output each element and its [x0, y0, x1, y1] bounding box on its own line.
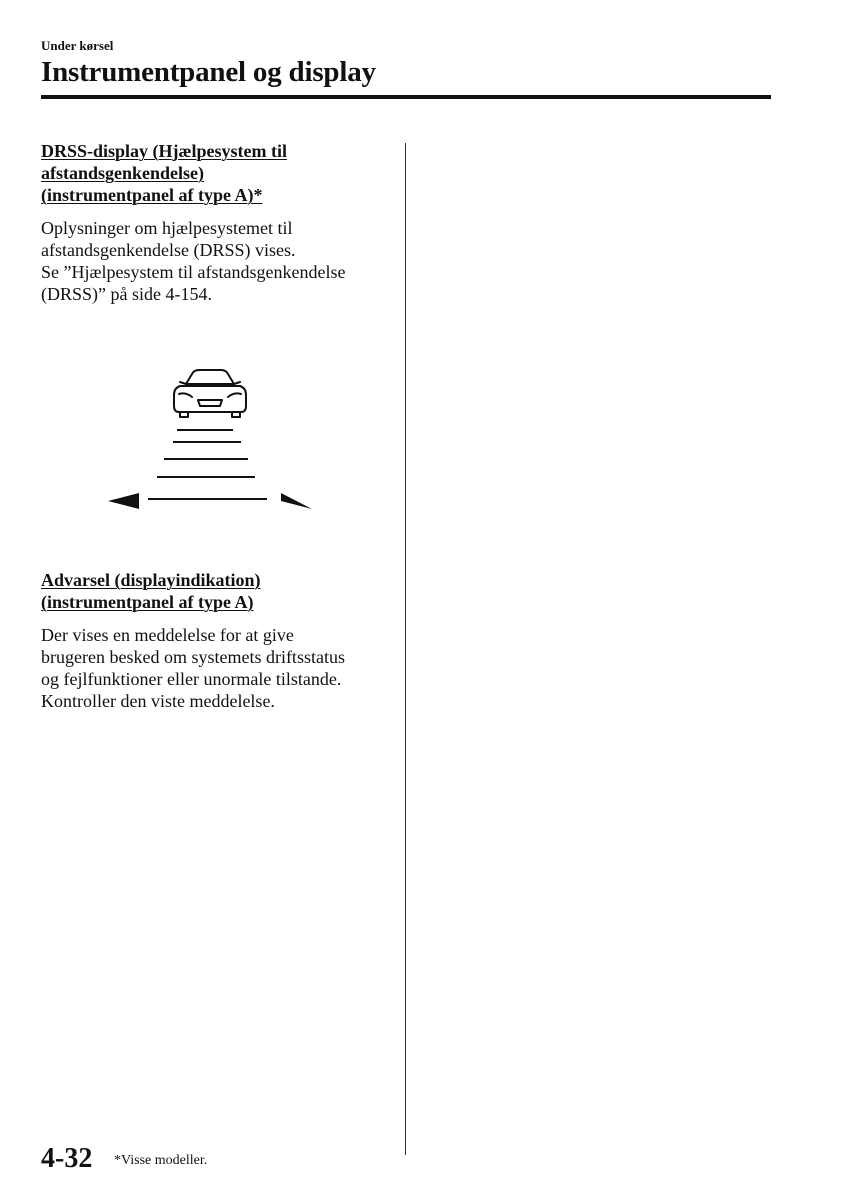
heading-line: DRSS-display (Hjælpesystem til	[41, 141, 288, 161]
title-rule	[41, 95, 771, 99]
heading-line: Advarsel (displayindikation)	[41, 570, 261, 590]
body-line: brugeren besked om systemets driftsstatus	[41, 647, 345, 667]
heading-line: (instrumentpanel af type A)*	[41, 185, 263, 205]
page-number: 4-32	[41, 1143, 93, 1174]
section-label: Under kørsel	[41, 38, 114, 53]
drss-distance-display-icon	[100, 360, 320, 525]
page-title: Instrumentpanel og display	[41, 56, 376, 88]
footnote: *Visse modeller.	[114, 1153, 208, 1168]
body-line: Se ”Hjælpesystem til afstandsgenkendelse	[41, 262, 346, 282]
body-line: afstandsgenkendelse (DRSS) vises.	[41, 240, 296, 260]
body-line: Oplysninger om hjælpesystemet til	[41, 218, 293, 238]
body-line: (DRSS)” på side 4-154.	[41, 284, 212, 304]
heading-line: afstandsgenkendelse)	[41, 163, 205, 183]
warning-display-heading	[41, 569, 381, 613]
body-line: Der vises en meddelelse for at give	[41, 625, 294, 645]
heading-line: (instrumentpanel af type A)	[41, 592, 254, 612]
drss-display-heading	[41, 140, 381, 206]
drss-display-body	[41, 217, 391, 305]
column-divider	[405, 143, 406, 1155]
body-line: Kontroller den viste meddelelse.	[41, 691, 275, 711]
body-line: og fejlfunktioner eller unormale tilstande.	[41, 669, 342, 689]
warning-display-body	[41, 624, 391, 712]
